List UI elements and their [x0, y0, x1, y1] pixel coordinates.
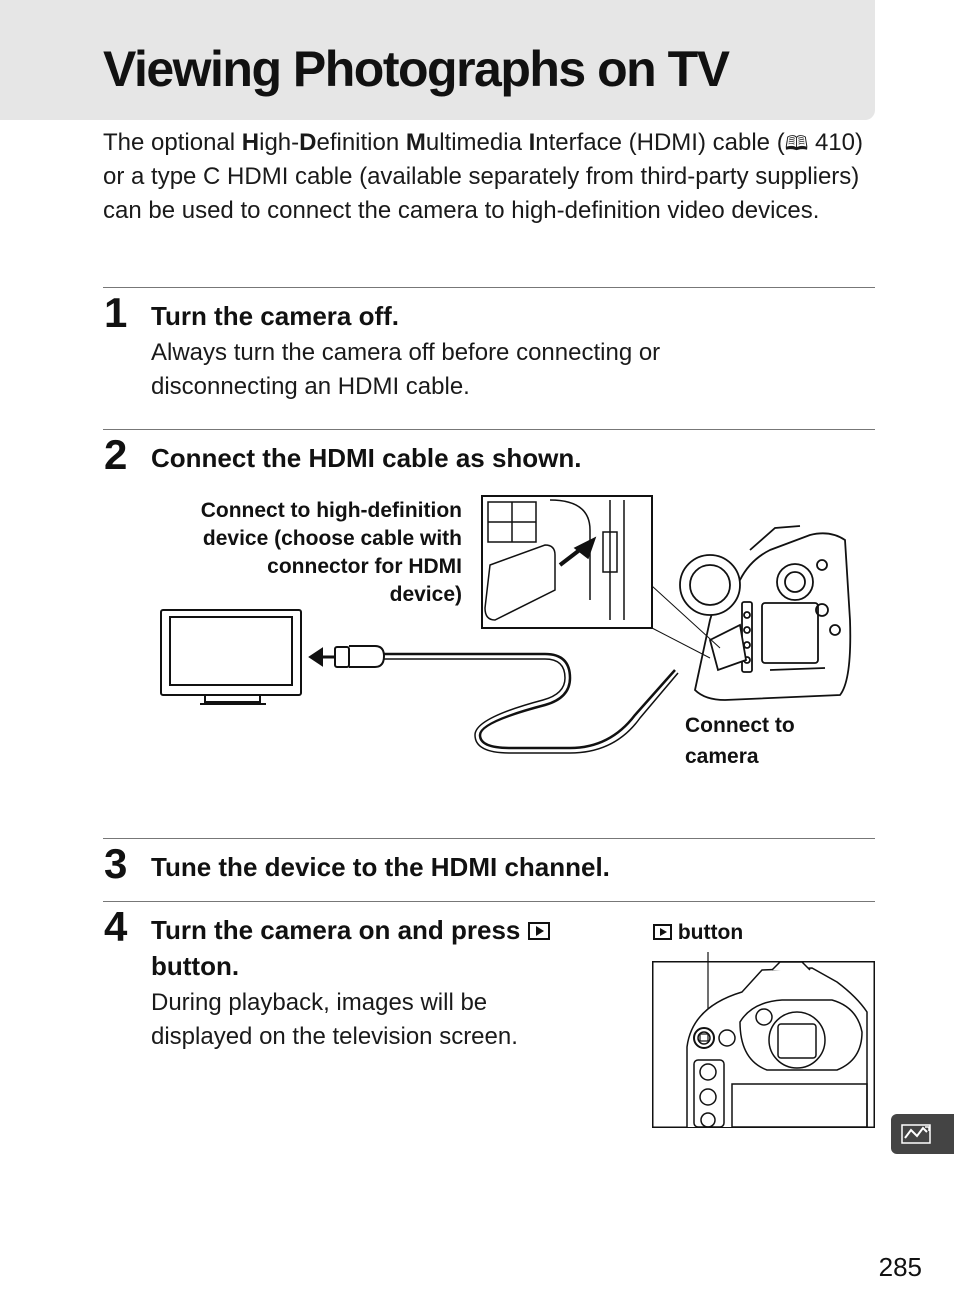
hdmi-connection-illustration [150, 490, 870, 760]
step-divider [103, 287, 875, 288]
hdmi-cable [384, 659, 678, 753]
step-heading-text: button. [151, 951, 240, 981]
step-heading-text: Turn the camera on and press [151, 915, 521, 945]
step-divider [103, 901, 875, 902]
step-heading [151, 912, 611, 984]
camera-icon [680, 526, 850, 700]
step-heading: Turn the camera off. [151, 301, 400, 331]
step-heading: Connect the HDMI cable as shown. [151, 443, 582, 473]
intro-paragraph [103, 126, 863, 228]
intro-emph: I [528, 129, 536, 156]
intro-text: ultimedia [425, 129, 529, 156]
step-number: 4 [104, 903, 128, 950]
intro-emph: M [405, 129, 426, 156]
hdmi-cable [384, 654, 675, 748]
page-title: Viewing Photographs on TV [103, 41, 729, 97]
callout-line: device (choose cable with [202, 527, 462, 550]
callout-line: device) [389, 583, 462, 606]
playback-icon [528, 922, 550, 940]
intro-text: The optional [103, 129, 242, 156]
intro-text: efinition [316, 129, 406, 156]
playback-icon [653, 924, 672, 940]
camera-back-illustration [652, 952, 875, 1129]
section-tab [891, 1114, 954, 1154]
step-number: 2 [104, 431, 128, 478]
television-icon [161, 610, 301, 704]
intro-emph: D [299, 129, 317, 156]
callout-line: Connect to [685, 714, 795, 737]
step-body: Always turn the camera off before connecting or disconnecting an HDMI cable. [151, 339, 661, 400]
connections-tab-icon [891, 1114, 954, 1154]
callout-line: button [677, 921, 744, 944]
page-number: 285 [878, 1252, 922, 1282]
callout-line: Connect to high-definition [200, 499, 462, 522]
hdmi-plug-icon [310, 646, 384, 667]
intro-text: igh- [259, 129, 300, 156]
callout-playback-button [653, 919, 743, 947]
step-divider [103, 838, 875, 839]
step-body: During playback, images will be displayed on the television screen. [151, 989, 518, 1050]
intro-text: ( [776, 129, 785, 156]
callout-line: camera [685, 745, 759, 768]
step-heading: Tune the device to the HDMI channel. [151, 852, 610, 882]
step-number: 1 [104, 289, 128, 336]
step-divider [103, 429, 875, 430]
book-icon: 🕮 [784, 131, 809, 155]
step-number: 3 [104, 840, 128, 887]
intro-text: nterface (HDMI) cable [535, 129, 771, 156]
intro-text: 410) or a type C HDMI cable (available separately from third-party suppliers) can be used to connect the camera to high-definition video devices. [103, 129, 863, 224]
callout-line: connector for HDMI [267, 555, 462, 578]
intro-emph: H [241, 129, 260, 156]
